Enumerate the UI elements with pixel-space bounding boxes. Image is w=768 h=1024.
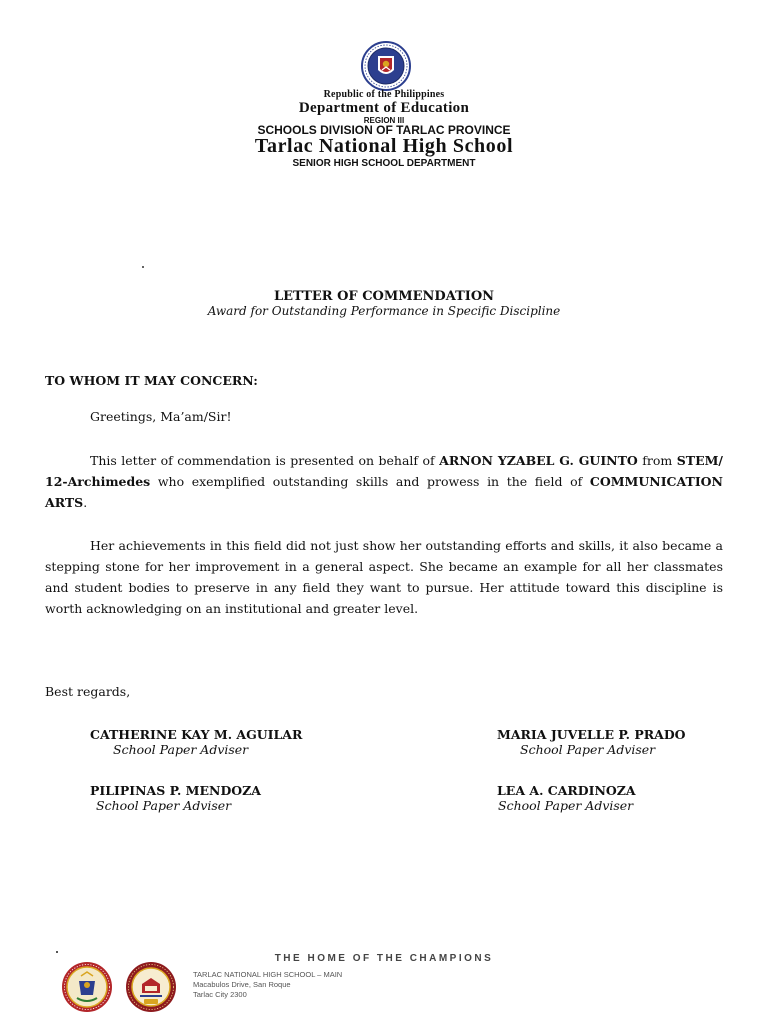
signatory-name: CATHERINE KAY M. AGUILAR xyxy=(90,727,303,742)
commendation-paragraph xyxy=(45,450,723,513)
signatory-name: MARIA JUVELLE P. PRADO xyxy=(497,727,686,742)
header-republic: Republic of the Philippines xyxy=(323,89,445,100)
strand-section: STEM/ 12-Archimedes xyxy=(45,453,723,489)
signatory-role: School Paper Adviser xyxy=(113,742,249,757)
stray-dot xyxy=(142,266,144,268)
stray-dot xyxy=(56,951,58,953)
header-department: Department of Education xyxy=(298,100,470,116)
signatory-role: School Paper Adviser xyxy=(96,798,232,813)
signatory-role: School Paper Adviser xyxy=(520,742,656,757)
senior-high-school-seal-logo xyxy=(59,960,115,1014)
footer-address-school: TARLAC NATIONAL HIGH SCHOOL – MAIN xyxy=(193,970,343,979)
letter-subtitle: Award for Outstanding Performance in Specific Discipline xyxy=(207,304,561,318)
field-name: COMMUNICATION ARTS xyxy=(45,474,723,510)
achievements-paragraph xyxy=(45,535,723,619)
header-region: REGION III xyxy=(363,116,405,125)
footer-address-street: Macabulos Drive, San Roque xyxy=(193,980,291,989)
para2-text: Her achievements in this field did not just show her outstanding efforts and skills, it also became a stepping stone for her improvement in a general aspect. She became an example for all her classmates and student bodies to preserve in any field they want to pursue. Her attitude toward this discipline is worth acknowledging on an institutional and greater level. xyxy=(45,538,723,616)
deped-seal-logo xyxy=(358,40,414,92)
footer-tagline: THE HOME OF THE CHAMPIONS xyxy=(274,953,494,964)
tarlac-national-high-school-seal-logo xyxy=(123,960,179,1014)
header-department-unit: SENIOR HIGH SCHOOL DEPARTMENT xyxy=(292,158,476,169)
header-division: SCHOOLS DIVISION OF TARLAC PROVINCE xyxy=(257,123,511,137)
letter-title: LETTER OF COMMENDATION xyxy=(273,289,495,304)
para1-text-4: . xyxy=(83,495,88,510)
salutation: TO WHOM IT MAY CONCERN: xyxy=(45,373,258,388)
signatory-name: PILIPINAS P. MENDOZA xyxy=(90,783,262,798)
greeting: Greetings, Ma’am/Sir! xyxy=(90,409,232,424)
signatory-name: LEA A. CARDINOZA xyxy=(497,783,636,798)
para1-text-2: from xyxy=(637,453,677,468)
para1-text-3: who exemplified outstanding skills and prowess in the field of xyxy=(150,474,590,489)
header-school-name: Tarlac National High School xyxy=(254,135,514,157)
para1-text-1: This letter of commendation is presented on behalf of xyxy=(90,453,440,468)
signatory-role: School Paper Adviser xyxy=(498,798,634,813)
footer-address-city: Tarlac City 2300 xyxy=(193,990,247,999)
student-name: ARNON YZABEL G. GUINTO xyxy=(439,453,638,468)
closing: Best regards, xyxy=(45,684,131,699)
